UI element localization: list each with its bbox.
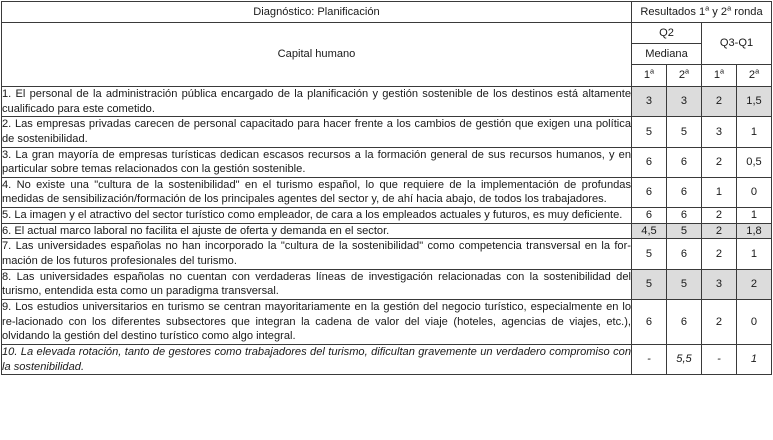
statement-cell: 9. Los estudios universitarios en turismo se centran mayoritariamente en la gestión del negocio turístico, especialmente en lo re-lacionado con los diferentes subsectores que integran la cadena de valor del viaje (hoteles, agencias de viajes, etc.), olvidando la gestión del destino turístico como algo integral. bbox=[2, 299, 632, 344]
value-cell: 5 bbox=[667, 117, 702, 147]
value-cell: 4,5 bbox=[632, 223, 667, 239]
header-mediana-ronda-1 bbox=[632, 65, 667, 87]
value-cell: 6 bbox=[667, 299, 702, 344]
value-cell: 6 bbox=[667, 208, 702, 224]
table-row bbox=[2, 208, 772, 224]
value-cell: 1 bbox=[737, 117, 772, 147]
statement-cell: 7. Las universidades españolas no han incorporado la "cultura de la sostenibilidad" como competencia transversal en la for-mación de los futuros profesionales del turismo. bbox=[2, 239, 632, 269]
table-row bbox=[2, 117, 772, 147]
header-q3-q1: Q3-Q1 bbox=[702, 23, 772, 65]
statement-cell: 2. Las empresas privadas carecen de personal capacitado para hacer frente a los cambios de gestión que exigen una política de sostenibilidad. bbox=[2, 117, 632, 147]
value-cell: 2 bbox=[737, 269, 772, 299]
value-cell: 3 bbox=[702, 269, 737, 299]
header-row-q2 bbox=[2, 23, 772, 44]
statement-cell: 5. La imagen y el atractivo del sector turístico como empleador, de cara a los empleados actuales y futuros, es muy deficiente. bbox=[2, 208, 632, 224]
value-cell: 5,5 bbox=[667, 344, 702, 374]
value-cell: 2 bbox=[702, 208, 737, 224]
header-q3q1-ronda-1-label: 1$^a$ bbox=[713, 66, 725, 82]
header-mediana-ronda-1-label: 1$^a$ bbox=[643, 66, 655, 82]
value-cell: 2 bbox=[702, 147, 737, 177]
table-row bbox=[2, 269, 772, 299]
value-cell: 1,8 bbox=[737, 223, 772, 239]
statement-cell: 6. El actual marco laboral no facilita el ajuste de oferta y demanda en el sector. bbox=[2, 223, 632, 239]
value-cell: 5 bbox=[632, 269, 667, 299]
table-row bbox=[2, 87, 772, 117]
header-q3q1-ronda-2-label: 2$^a$ bbox=[748, 66, 760, 82]
value-cell: 2 bbox=[702, 239, 737, 269]
value-cell: 3 bbox=[667, 87, 702, 117]
header-diagnostico: Diagnóstico: Planificación bbox=[2, 2, 632, 23]
value-cell: 1,5 bbox=[737, 87, 772, 117]
header-mediana-ronda-2-label: 2$^a$ bbox=[678, 66, 690, 82]
value-cell: 0 bbox=[737, 299, 772, 344]
table-row bbox=[2, 239, 772, 269]
value-cell: 2 bbox=[702, 87, 737, 117]
header-mediana-ronda-2 bbox=[667, 65, 702, 87]
header-mediana: Mediana bbox=[632, 44, 702, 65]
value-cell: 1 bbox=[737, 239, 772, 269]
table-row bbox=[2, 223, 772, 239]
delphi-results-table-container bbox=[0, 1, 773, 440]
value-cell: 6 bbox=[667, 239, 702, 269]
value-cell: 1 bbox=[702, 177, 737, 207]
table-body bbox=[2, 87, 772, 375]
statement-cell: 10. La elevada rotación, tanto de gestores como trabajadores del turismo, dificultan gravemente un verdadero compromiso con la sostenibilidad. bbox=[2, 344, 632, 374]
header-resultados: Resultados 1$^a$ y 2$^a$ ronda bbox=[632, 2, 772, 23]
header-row-title bbox=[2, 2, 772, 23]
value-cell: 6 bbox=[632, 177, 667, 207]
header-q3q1-ronda-1 bbox=[702, 65, 737, 87]
header-q3q1-ronda-2 bbox=[737, 65, 772, 87]
value-cell: 0,5 bbox=[737, 147, 772, 177]
value-cell: - bbox=[632, 344, 667, 374]
value-cell: 3 bbox=[632, 87, 667, 117]
value-cell: 5 bbox=[632, 117, 667, 147]
value-cell: 5 bbox=[667, 223, 702, 239]
table-row bbox=[2, 147, 772, 177]
value-cell: 6 bbox=[632, 147, 667, 177]
statement-cell: 8. Las universidades españolas no cuentan con verdaderas líneas de investigación relacionadas con la sostenibilidad del turismo, entendida esta como un paradigma transversal. bbox=[2, 269, 632, 299]
header-q2: Q2 bbox=[632, 23, 702, 44]
value-cell: - bbox=[702, 344, 737, 374]
table-row bbox=[2, 299, 772, 344]
table-row bbox=[2, 177, 772, 207]
value-cell: 1 bbox=[737, 208, 772, 224]
statement-cell: 3. La gran mayoría de empresas turísticas dedican escasos recursos a la formación general de sus recursos humanos, y en particular sobre temas relacionados con la gestión sostenible. bbox=[2, 147, 632, 177]
value-cell: 0 bbox=[737, 177, 772, 207]
value-cell: 1 bbox=[737, 344, 772, 374]
value-cell: 6 bbox=[632, 299, 667, 344]
value-cell: 6 bbox=[667, 147, 702, 177]
header-capital-humano: Capital humano bbox=[2, 23, 632, 87]
statement-cell: 1. El personal de la administración pública encargado de la planificación y gestión sostenible de los destinos está altamente cualificado para este cometido. bbox=[2, 87, 632, 117]
value-cell: 5 bbox=[632, 239, 667, 269]
value-cell: 2 bbox=[702, 299, 737, 344]
value-cell: 6 bbox=[667, 177, 702, 207]
value-cell: 2 bbox=[702, 223, 737, 239]
statement-cell: 4. No existe una "cultura de la sostenibilidad" en el turismo español, lo que requiere de la implementación de profundas medidas de sensibilización/formación de los principales agentes del sector y, de ahí hacia abajo, de todos los trabajadores. bbox=[2, 177, 632, 207]
value-cell: 3 bbox=[702, 117, 737, 147]
table-row bbox=[2, 344, 772, 374]
delphi-results-table bbox=[1, 1, 772, 375]
value-cell: 6 bbox=[632, 208, 667, 224]
table-header bbox=[2, 2, 772, 87]
value-cell: 5 bbox=[667, 269, 702, 299]
